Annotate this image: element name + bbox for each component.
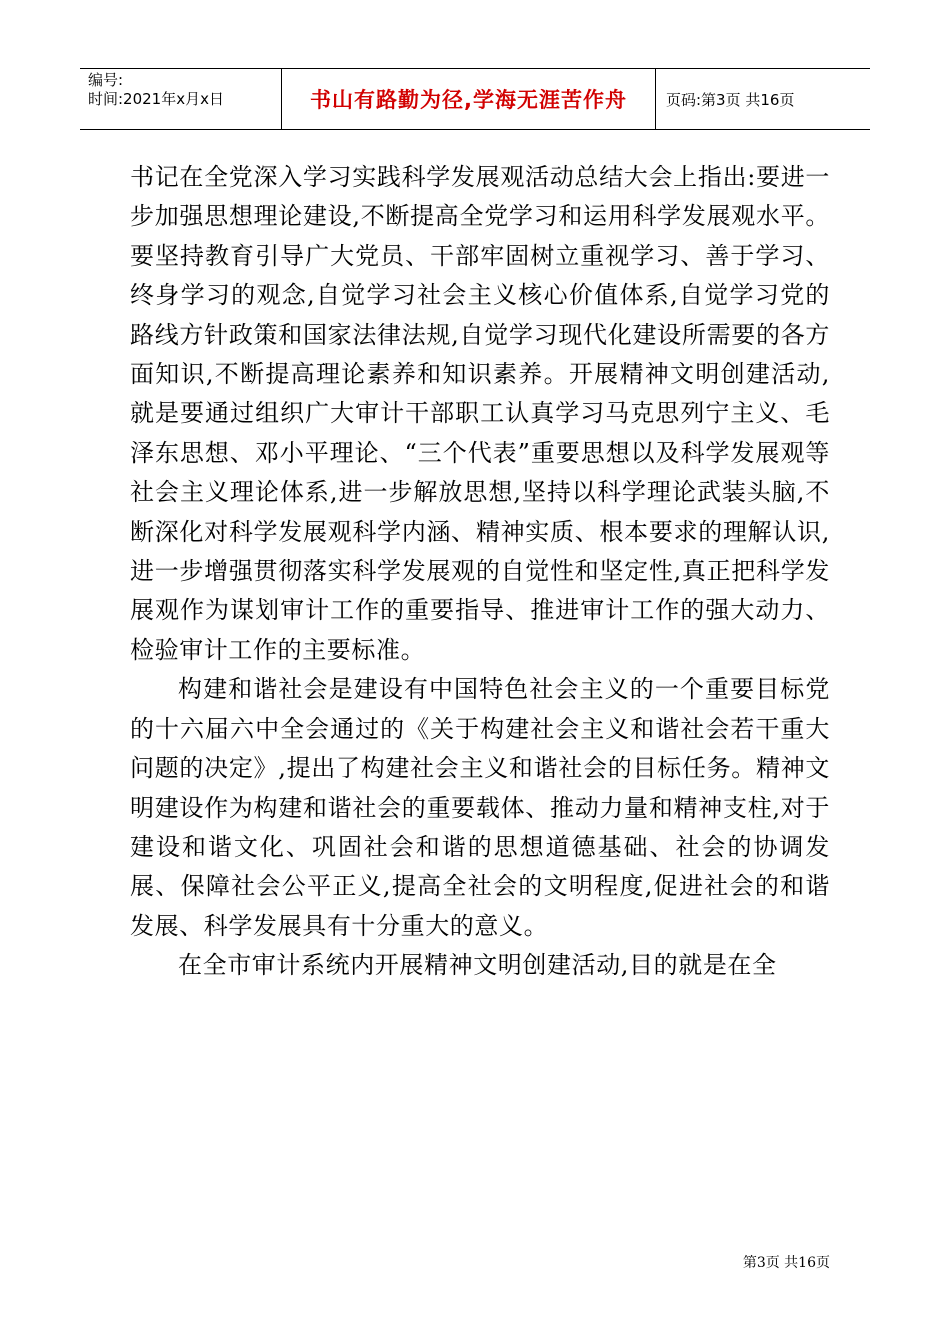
document-time: 时间:2021年x月x日	[88, 90, 224, 108]
document-body	[130, 158, 830, 986]
paragraph-2: 构建和谐社会是建设有中国特色社会主义的一个重要目标党的十六届六中全会通过的《关于构建社会主义和谐社会若干重大问题的决定》,提出了构建社会主义和谐社会的目标任务。精神文明建设作为构建和谐社会的重要载体、推动力量和精神支柱,对于建设和谐文化、巩固社会和谐的思想道德基础、社会的协调发展、保障社会公平正义,提高全社会的文明程度,促进社会的和谐发展、科学发展具有十分重大的意义。	[130, 675, 830, 940]
header-motto: 书山有路勤为径,学海无涯苦作舟	[282, 69, 656, 129]
document-number-label: 编号:	[88, 71, 124, 89]
header-meta	[80, 69, 282, 129]
paragraph-3: 在全市审计系统内开展精神文明创建活动,目的就是在全	[178, 951, 777, 980]
page-header	[80, 68, 870, 130]
header-page-info: 页码:第3页 共16页	[666, 90, 795, 109]
paragraph-1: 书记在全党深入学习实践科学发展观活动总结大会上指出:要进一步加强思想理论建设,不断提高全党学习和运用科学发展观水平。要坚持教育引导广大党员、干部牢固树立重视学习、善于学习、终身学习的观念,自觉学习社会主义核心价值体系,自觉学习党的路线方针政策和国家法律法规,自觉学习现代化建设所需要的各方面知识,不断提高理论素养和知识素养。开展精神文明创建活动,就是要通过组织广大审计干部职工认真学习马克思列宁主义、毛泽东思想、邓小平理论、“三个代表”重要思想以及科学发展观等社会主义理论体系,进一步解放思想,坚持以科学理论武装头脑,不断深化对科学发展观科学内涵、精神实质、根本要求的理解认识,进一步增强贯彻落实科学发展观的自觉性和坚定性,真正把科学发展观作为谋划审计工作的重要指导、推进审计工作的强大动力、检验审计工作的主要标准。	[130, 163, 830, 664]
page-footer: 第3页 共16页	[742, 1255, 830, 1271]
